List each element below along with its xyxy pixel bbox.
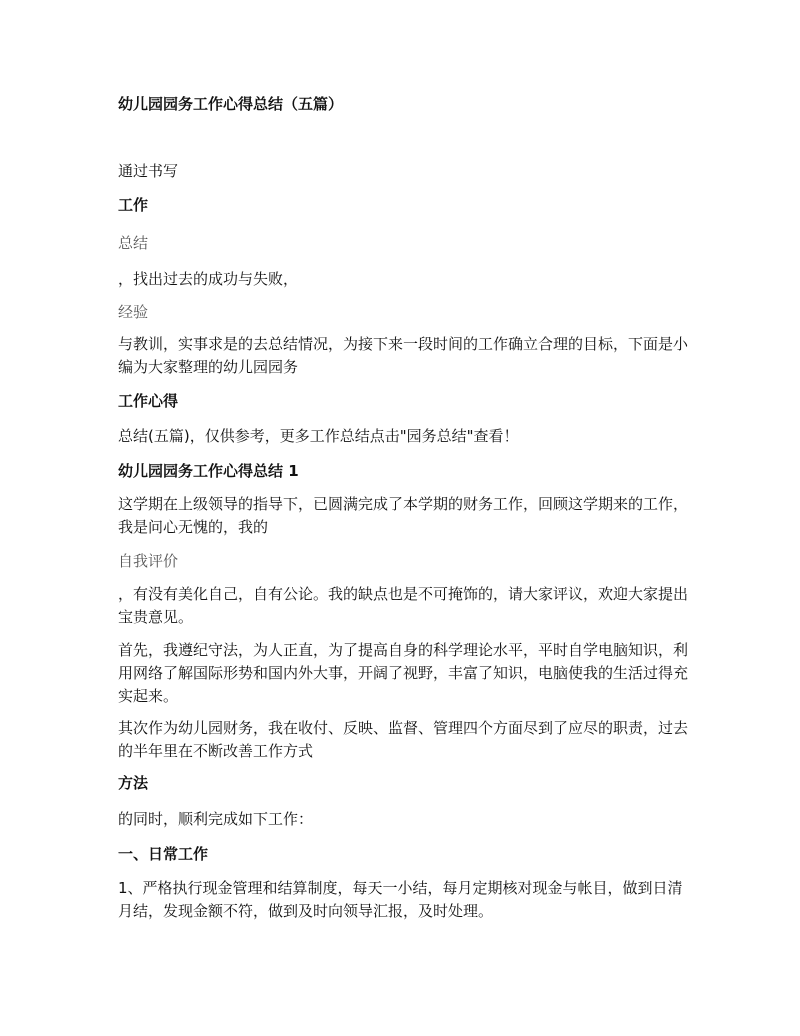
paragraph-line-success-failure: ，找出过去的成功与失败，: [118, 270, 299, 288]
paragraph-semester-work: 这学期在上级领导的指导下，已圆满完成了本学期的财务工作，回顾这学期来的工作，我是问心无愧的，我的: [118, 495, 689, 536]
paragraph-comments: ，有没有美化自己，自有公论。我的缺点也是不可掩饰的，请大家评议，欢迎大家提出宝贵意见。: [118, 585, 689, 626]
paragraph-line-experience: 经验: [118, 303, 149, 321]
paragraph-method: 方法: [118, 774, 149, 792]
paragraph-self-evaluation: 自我评价: [118, 552, 179, 570]
paragraph-completed-work: 的同时，顺利完成如下工作：: [118, 810, 314, 828]
document-title: 幼儿园园务工作心得总结（五篇）: [118, 95, 344, 113]
paragraph-reference: 总结(五篇)，仅供参考，更多工作总结点击"园务总结"查看！: [118, 427, 519, 445]
paragraph-first: 首先，我遵纪守法，为人正直，为了提高自身的科学理论水平，平时自学电脑知识，利用网络了解国际形势和国内外大事，开阔了视野，丰富了知识，电脑使我的生活过得充实起来。: [118, 641, 689, 705]
paragraph-line-summary: 总结: [118, 234, 149, 252]
section-heading-work-notes: 工作心得: [118, 392, 179, 410]
paragraph-line-1: 通过书写: [118, 162, 179, 180]
paragraph-second: 其次作为幼儿园财务，我在收付、反映、监督、管理四个方面尽到了应尽的职责，过去的半年里在不断改善工作方式: [118, 719, 689, 760]
section-heading-daily-work: 一、日常工作: [118, 845, 209, 863]
paragraph-intro: 与教训，实事求是的去总结情况，为接下来一段时间的工作确立合理的目标，下面是小编为大家整理的幼儿园园务: [118, 335, 689, 376]
section-heading-work: 工作: [118, 196, 149, 214]
paragraph-cash-management: 1、严格执行现金管理和结算制度，每天一小结，每月定期核对现金与帐目，做到日清月结，发现金额不符，做到及时向领导汇报，及时处理。: [118, 879, 683, 920]
section-title-1: 幼儿园园务工作心得总结 1: [118, 462, 299, 480]
